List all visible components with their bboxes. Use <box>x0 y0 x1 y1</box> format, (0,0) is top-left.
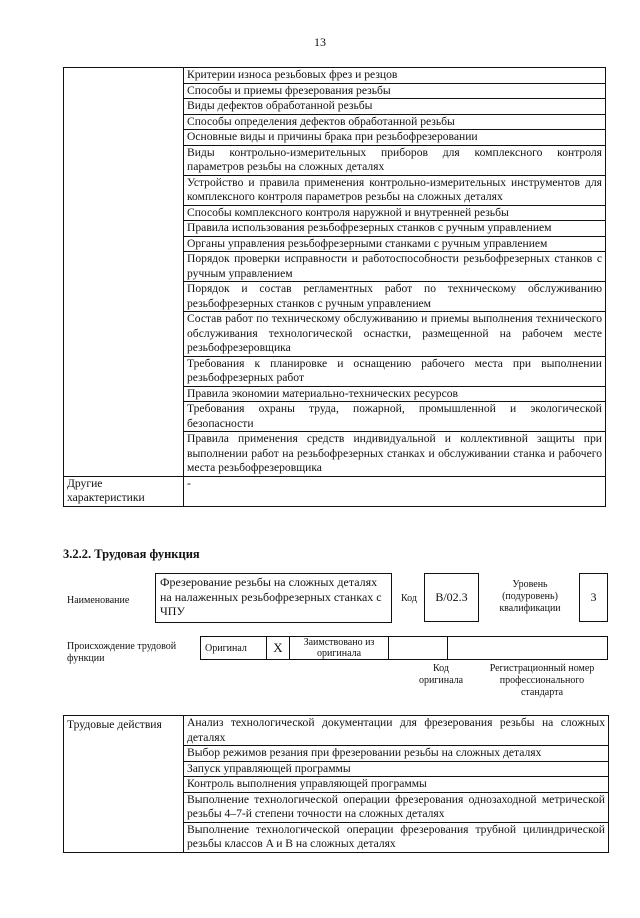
knowledge-item: Критерии износа резьбовых фрез и резцов <box>184 68 606 84</box>
level-value: 3 <box>590 590 597 604</box>
labor-action-item: Выполнение технологической операции фрезерования трубной цилиндрической резьбы классов A и B на сложных деталях <box>184 822 609 852</box>
origin-label: Происхождение трудовой функции <box>67 641 177 664</box>
original-cell: Оригинал <box>201 637 267 660</box>
function-name: Фрезерование резьбы на сложных деталях на налаженных резьбофрезерных станках с ЧПУ <box>160 575 382 618</box>
labor-action-item: Выбор режимов резания при фрезеровании резьбы на сложных деталях <box>184 746 609 762</box>
labor-action-item: Анализ технологической документации для фрезерования резьбы на сложных деталях <box>184 716 609 746</box>
knowledge-item: Виды дефектов обработанной резьбы <box>184 99 606 115</box>
knowledge-item: Порядок и состав регламентных работ по техническому обслуживанию резьбофрезерных станков с ручным управлением <box>184 282 606 312</box>
knowledge-item: Способы и приемы фрезерования резьбы <box>184 83 606 99</box>
labor-action-item: Контроль выполнения управляющей программы <box>184 777 609 793</box>
table-row <box>64 476 606 506</box>
level-box <box>579 573 608 622</box>
knowledge-item: Правила применения средств индивидуальной и коллективной защиты при выполнении работ на резьбофрезерных станках и обслуживании станка и рабочего места резьбофрезеровщика <box>184 432 606 477</box>
other-characteristics-label: Другие характеристики <box>64 476 184 506</box>
knowledge-item: Основные виды и причины брака при резьбофрезеровании <box>184 130 606 146</box>
table-row <box>64 68 606 84</box>
knowledge-item: Порядок проверки исправности и работоспособности резьбофрезерных станков с ручным управлением <box>184 252 606 282</box>
page-number: 13 <box>314 35 326 49</box>
reg-number-cell <box>448 637 608 660</box>
code-box <box>424 573 479 622</box>
table-row <box>64 716 609 746</box>
origin-code-cell <box>389 637 448 660</box>
table-row <box>201 637 608 660</box>
knowledge-item: Устройство и правила применения контрольно-измерительных инструментов для комплексного контроля параметров резьбы на сложных деталях <box>184 175 606 205</box>
code-label: Код <box>401 593 417 604</box>
name-label: Наименование <box>67 595 130 606</box>
original-mark: X <box>267 637 290 660</box>
knowledge-item: Состав работ по техническому обслуживанию и приемы выполнения технического обслуживания технологической оснастки, размещенной на рабочем месте резьбофрезеровщика <box>184 312 606 357</box>
knowledge-item: Правила экономии материально-технических ресурсов <box>184 386 606 402</box>
reg-number-caption: Регистрационный номер профессионального стандарта <box>489 663 595 698</box>
knowledge-item: Правила использования резьбофрезерных станков с ручным управлением <box>184 221 606 237</box>
other-characteristics-value: - <box>184 476 606 506</box>
origin-code-caption: Код оригинала <box>418 663 464 686</box>
knowledge-table <box>63 67 606 507</box>
labor-actions-table <box>63 715 609 853</box>
origin-table <box>200 636 608 660</box>
borrowed-cell: Заимствовано из оригинала <box>290 637 389 660</box>
labor-action-item: Выполнение технологической операции фрезерования однозаходной метрической резьбы 4–7-й степени точности на сложных деталях <box>184 792 609 822</box>
knowledge-item: Виды контрольно-измерительных приборов для комплексного контроля параметров резьбы на сложных деталях <box>184 145 606 175</box>
labor-actions-label: Трудовые действия <box>64 716 184 853</box>
knowledge-item: Способы комплексного контроля наружной и внутренней резьбы <box>184 205 606 221</box>
knowledge-item: Органы управления резьбофрезерными станками с ручным управлением <box>184 236 606 252</box>
knowledge-label-cell <box>64 68 184 477</box>
function-name-box <box>155 573 392 623</box>
knowledge-item: Требования к планировке и оснащению рабочего места при выполнении резьбофрезерных работ <box>184 356 606 386</box>
section-title: 3.2.2. Трудовая функция <box>63 547 200 561</box>
labor-action-item: Запуск управляющей программы <box>184 761 609 777</box>
knowledge-item: Требования охраны труда, пожарной, промышленной и экологической безопасности <box>184 402 606 432</box>
level-label: Уровень (подуровень) квалификации <box>499 579 561 614</box>
function-code: B/02.3 <box>435 590 468 604</box>
knowledge-item: Способы определения дефектов обработанной резьбы <box>184 114 606 130</box>
